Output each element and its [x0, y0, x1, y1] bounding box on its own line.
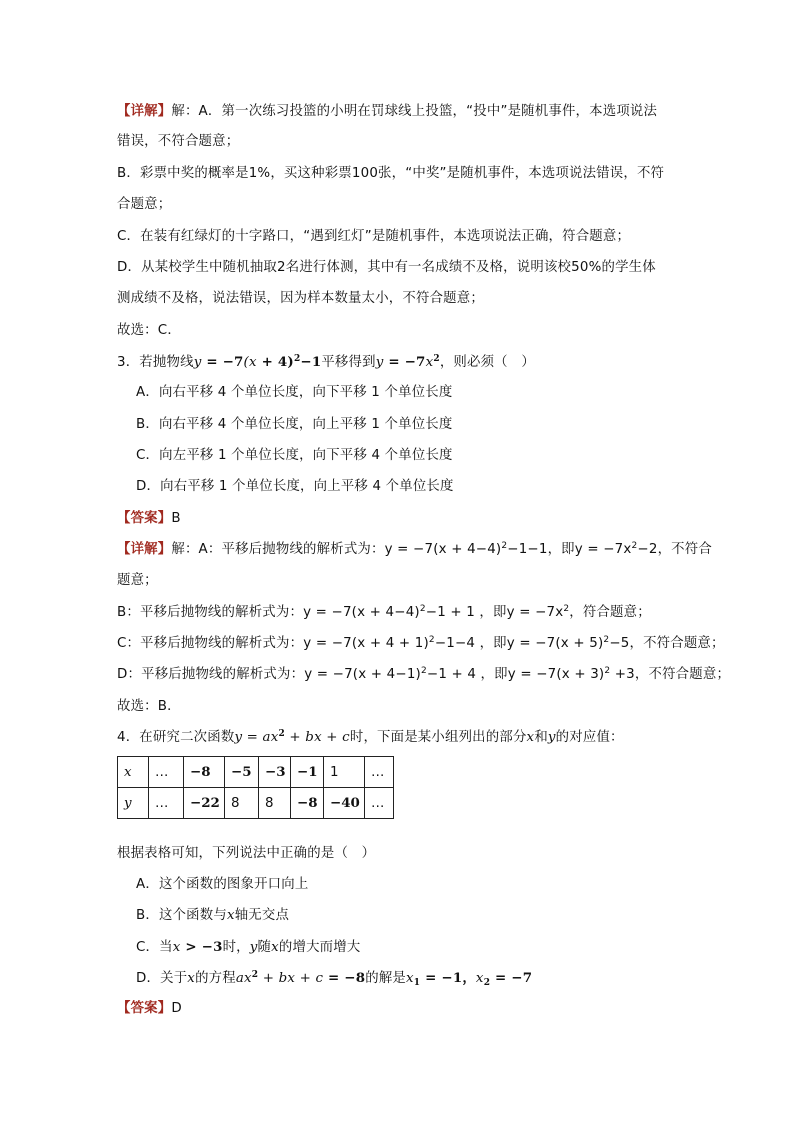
table-cell: 8: [225, 788, 259, 819]
q4-question: 根据表格可知，下列说法中正确的是（ ）: [117, 846, 376, 861]
q3-option-a: A．向右平移 4 个单位长度，向下平移 1 个单位长度: [136, 385, 453, 400]
q3-stem: 3．若抛物线$y = -7(x + 4)^2-1$平移得到$y = -7x^2$，则必须（ ）: [117, 354, 535, 370]
detail-line-a2: 错误，不符合题意；: [117, 134, 240, 149]
q3-detail-c: C：平移后抛物线的解析式为：$y = -7(x + 4 + 1)^2-1-4$ ，即$y = -7(x + 5)^2-5$，不符合题意；: [117, 635, 725, 651]
q3-option-d: D．向右平移 1 个单位长度，向上平移 4 个单位长度: [136, 479, 454, 494]
q4-function: y = ax: [234, 730, 279, 745]
table-cell: −5: [225, 757, 259, 788]
detail-line-b: B．彩票中奖的概率是1%，买这种彩票100张，“中奖”是随机事件，本选项说法错误，不符: [117, 166, 665, 181]
table-cell: −40: [324, 788, 365, 819]
table-header-y: y: [118, 788, 149, 819]
q3-detail-a: 【详解】解：A：平移后抛物线的解析式为：$y = -7(x + 4-4)^2-1-1$，即$y = -7x^2-2$，不符合: [117, 541, 712, 557]
q4-option-a: A．这个函数的图象开口向上: [136, 877, 309, 892]
q4-option-b: B．这个函数与x轴无交点: [136, 908, 290, 923]
q3-detail-d: D：平移后抛物线的解析式为：$y = -7(x + 4-1)^2-1 + 4$ ，即$y = -7(x + 3)^2 +3$，不符合题意；: [117, 666, 731, 682]
table-cell: …: [149, 757, 184, 788]
q3-choose: 故选：B．: [117, 699, 181, 714]
q4-option-d: D．关于x的方程$ax^2$ + bx + c = −8的解是$x_1 = -1$，$x_2 = -7$: [136, 970, 533, 988]
table-cell: −3: [259, 757, 291, 788]
table-row-y: [118, 788, 394, 819]
detail-line-d: D．从某校学生中随机抽取2名进行体测，其中有一名成绩不及格，说明该校50%的学生体: [117, 260, 656, 275]
q3-answer: 【答案】B: [117, 511, 181, 526]
table-cell: −8: [291, 788, 324, 819]
detail-line-b2: 合题意；: [117, 197, 172, 212]
table-cell: …: [365, 788, 394, 819]
table-cell: …: [365, 757, 394, 788]
detail-line-c: C．在装有红绿灯的十字路口，“遇到红灯”是随机事件，本选项说法正确，符合题意；: [117, 229, 631, 244]
table-cell: −8: [184, 757, 225, 788]
q3-detail-a2: 题意；: [117, 573, 158, 588]
table-cell: −22: [184, 788, 225, 819]
detail-line-d2: 测成绩不及格，说法错误，因为样本数量太小，不符合题意；: [117, 291, 484, 306]
value-table: [117, 756, 394, 819]
q3-detail-b: B：平移后抛物线的解析式为：$y = -7(x + 4-4)^2-1 + 1$ ，即$y = -7x^2$，符合题意；: [117, 604, 651, 620]
table-cell: −1: [291, 757, 324, 788]
table-cell: 1: [324, 757, 365, 788]
detail-line-a: 【详解】解：A．第一次练习投篮的小明在罚球线上投篮，“投中”是随机事件，本选项说法: [117, 104, 658, 119]
q4-answer: 【答案】D: [117, 1001, 182, 1016]
choose-line: 故选：C．: [117, 323, 181, 338]
table-cell: 8: [259, 788, 291, 819]
detail-tag: 【详解】: [117, 104, 172, 119]
q3-formula-from: y: [193, 355, 202, 370]
q3-formula-to: y: [375, 355, 384, 370]
table-cell: …: [149, 788, 184, 819]
q3-option-c: C．向左平移 1 个单位长度，向下平移 4 个单位长度: [136, 448, 453, 463]
q4-option-c: C．当x > −3时，y随x的增大而增大: [136, 939, 361, 955]
q3-option-b: B．向右平移 4 个单位长度，向上平移 1 个单位长度: [136, 417, 453, 432]
q4-stem: 4．在研究二次函数$y = ax^2$ + bx + c时，下面是某小组列出的部分x和y的对应值：: [117, 729, 624, 745]
table-header-x: x: [118, 757, 149, 788]
table-row-x: [118, 757, 394, 788]
